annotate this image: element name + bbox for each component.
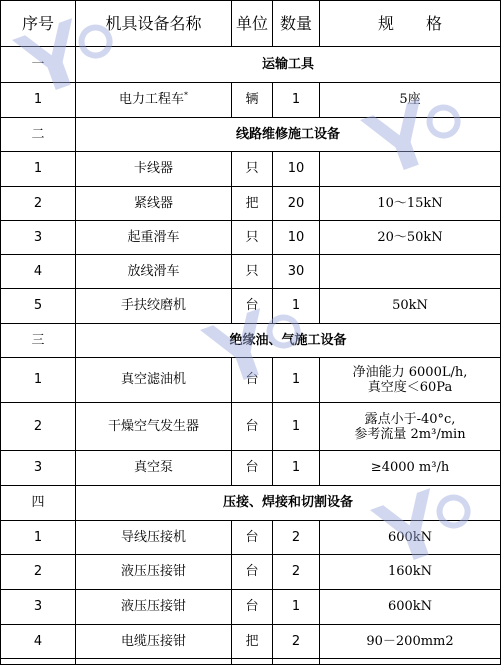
row-quantity: 10 bbox=[273, 221, 320, 255]
table-row bbox=[1, 625, 501, 659]
row-index: 1 bbox=[1, 152, 76, 187]
section-index: 一 bbox=[1, 47, 76, 83]
row-unit: 只 bbox=[232, 221, 273, 255]
row-index: 1 bbox=[1, 358, 76, 403]
table-row bbox=[1, 451, 501, 486]
row-name-mark: * bbox=[184, 90, 188, 100]
row-spec: 20～50kN bbox=[320, 221, 501, 255]
row-name: 液压压接钳 bbox=[76, 590, 232, 625]
row-name: 起重滑车 bbox=[76, 221, 232, 255]
header-quantity: 数量 bbox=[273, 1, 320, 47]
row-unit: 台 bbox=[232, 555, 273, 590]
row-name: 放线滑车 bbox=[76, 255, 232, 289]
row-name: 真空泵 bbox=[76, 451, 232, 486]
row-spec: 10～15kN bbox=[320, 187, 501, 221]
row-unit: 台 bbox=[232, 358, 273, 403]
section-title: 运输工具 bbox=[76, 47, 501, 83]
table-row bbox=[1, 590, 501, 625]
row-spec: 50kN bbox=[320, 289, 501, 324]
row-unit: 只 bbox=[232, 152, 273, 187]
row-unit: 台 bbox=[232, 451, 273, 486]
section-row bbox=[1, 324, 501, 358]
row-quantity: 1 bbox=[273, 451, 320, 486]
row-quantity: 30 bbox=[273, 255, 320, 289]
row-quantity: 20 bbox=[273, 187, 320, 221]
row-quantity: 1 bbox=[273, 289, 320, 324]
row-quantity: 1 bbox=[273, 358, 320, 403]
section-index: 三 bbox=[1, 324, 76, 358]
row-spec bbox=[320, 152, 501, 187]
row-name: 干燥空气发生器 bbox=[76, 403, 232, 451]
row-index: 3 bbox=[1, 451, 76, 486]
row-spec: 600kN bbox=[320, 521, 501, 555]
section-row bbox=[1, 486, 501, 521]
row-spec-line: 露点小于-40°c, bbox=[364, 411, 456, 427]
row-name: 电缆压接钳 bbox=[76, 625, 232, 659]
row-index: 3 bbox=[1, 221, 76, 255]
row-name: 手扶绞磨机 bbox=[76, 289, 232, 324]
table-row bbox=[1, 255, 501, 289]
row-spec: 90－200mm2 bbox=[320, 625, 501, 659]
section-index: 二 bbox=[1, 118, 76, 152]
section-title: 压接、焊接和切割设备 bbox=[76, 486, 501, 521]
row-quantity: 1 bbox=[273, 403, 320, 451]
row-quantity: 2 bbox=[273, 625, 320, 659]
row-spec: ≥4000 m³/h bbox=[320, 451, 501, 486]
row-index: 2 bbox=[1, 403, 76, 451]
row-index: 1 bbox=[1, 521, 76, 555]
table-row bbox=[1, 289, 501, 324]
row-index: 4 bbox=[1, 625, 76, 659]
row-spec: 5座 bbox=[320, 83, 501, 118]
row-spec: 160kN bbox=[320, 555, 501, 590]
row-name: 真空滤油机 bbox=[76, 358, 232, 403]
row-index: 1 bbox=[1, 83, 76, 118]
table-row bbox=[1, 221, 501, 255]
table-row bbox=[1, 358, 501, 403]
header-unit: 单位 bbox=[232, 1, 273, 47]
row-name: 卡线器 bbox=[76, 152, 232, 187]
row-quantity: 2 bbox=[273, 521, 320, 555]
table-row bbox=[1, 187, 501, 221]
row-spec bbox=[320, 358, 501, 403]
row-index: 5 bbox=[1, 289, 76, 324]
row-name bbox=[76, 83, 232, 118]
row-quantity: 1 bbox=[273, 590, 320, 625]
row-name: 紧线器 bbox=[76, 187, 232, 221]
row-spec-line: 参考流量 2m³/min bbox=[354, 426, 466, 442]
row-index: 2 bbox=[1, 555, 76, 590]
row-spec bbox=[320, 255, 501, 289]
row-unit: 辆 bbox=[232, 83, 273, 118]
table-row bbox=[1, 521, 501, 555]
row-spec bbox=[320, 403, 501, 451]
table-header-row bbox=[1, 1, 501, 47]
row-index: 4 bbox=[1, 255, 76, 289]
row-name: 导线压接机 bbox=[76, 521, 232, 555]
header-name: 机具设备名称 bbox=[76, 1, 232, 47]
row-name: 液压压接钳 bbox=[76, 555, 232, 590]
section-title: 绝缘油、气施工设备 bbox=[76, 324, 501, 358]
header-spec: 规 格 bbox=[320, 1, 501, 47]
row-quantity: 2 bbox=[273, 555, 320, 590]
table-row bbox=[1, 152, 501, 187]
section-title: 线路维修施工设备 bbox=[76, 118, 501, 152]
table-row bbox=[1, 555, 501, 590]
row-quantity: 1 bbox=[273, 83, 320, 118]
section-index: 四 bbox=[1, 486, 76, 521]
row-unit: 台 bbox=[232, 289, 273, 324]
row-quantity: 10 bbox=[273, 152, 320, 187]
row-unit: 台 bbox=[232, 521, 273, 555]
row-name-text: 电力工程车 bbox=[118, 92, 184, 107]
row-unit: 把 bbox=[232, 625, 273, 659]
table-row-cut bbox=[1, 659, 501, 665]
row-unit: 把 bbox=[232, 187, 273, 221]
section-row bbox=[1, 118, 501, 152]
row-spec-line: 真空度＜60Pa bbox=[367, 380, 453, 395]
row-unit: 只 bbox=[232, 255, 273, 289]
row-index: 3 bbox=[1, 590, 76, 625]
row-unit: 台 bbox=[232, 590, 273, 625]
header-index: 序号 bbox=[1, 1, 76, 47]
row-spec: 600kN bbox=[320, 590, 501, 625]
row-index: 2 bbox=[1, 187, 76, 221]
row-spec-line: 净油能力 6000L/h, bbox=[352, 365, 468, 380]
table-row bbox=[1, 403, 501, 451]
table-row bbox=[1, 83, 501, 118]
section-row bbox=[1, 47, 501, 83]
row-unit: 台 bbox=[232, 403, 273, 451]
